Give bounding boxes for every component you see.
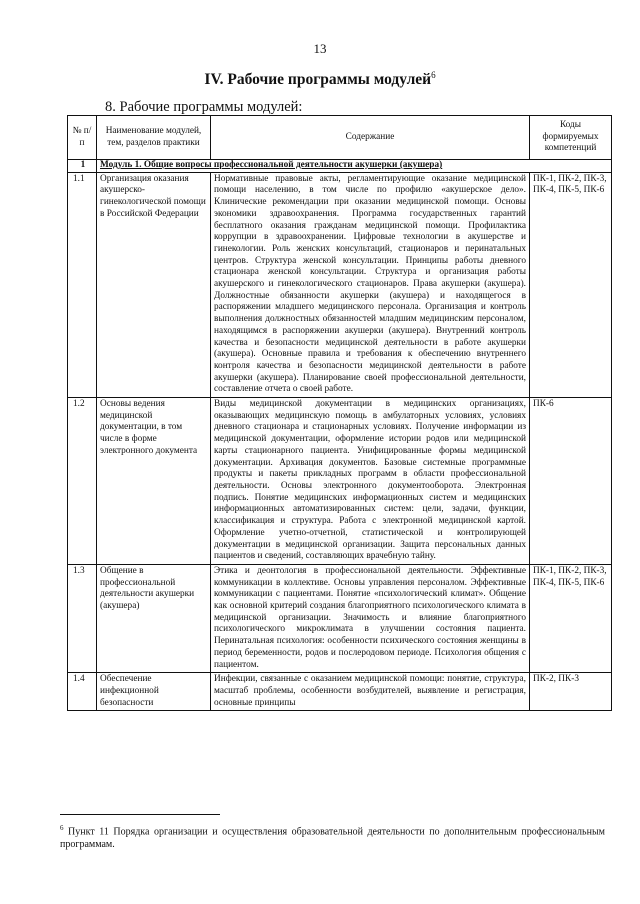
footnote-marker: 6 bbox=[60, 824, 64, 832]
row-codes: ПК-6 bbox=[530, 398, 612, 565]
module-num: 1 bbox=[68, 160, 97, 173]
row-codes: ПК-1, ПК-2, ПК-3, ПК-4, ПК-5, ПК-6 bbox=[530, 564, 612, 672]
modules-table bbox=[67, 115, 612, 711]
footnote-ref: 6 bbox=[431, 70, 436, 80]
header-name: Наименование модулей, тем, разделов практики bbox=[97, 116, 211, 160]
footnote bbox=[60, 822, 605, 851]
row-num: 1.4 bbox=[68, 673, 97, 711]
row-name: Обеспечение инфекционной безопасности bbox=[97, 673, 211, 711]
row-codes: ПК-2, ПК-3 bbox=[530, 673, 612, 711]
module-row bbox=[68, 160, 612, 173]
module-title: Модуль 1. Общие вопросы профессиональной деятельности акушерки (акушера) bbox=[97, 160, 612, 173]
row-content: Инфекции, связанные с оказанием медицинской помощи: понятие, структура, масштаб проблемы, особенности возбудителей, выявление и регистрация, основные принципы bbox=[211, 673, 530, 711]
row-content: Нормативные правовые акты, регламентирующие оказание медицинской помощи населению, в том числе по профилю «акушерское дело». Клинические рекомендации при оказании медицинской помощи. Основы экономики здравоохранения. Программа государственных гарантий бесплатного оказания гражданам медицинской помощи. Профилактика коррупции в здравоохранении. Цифровые технологии в акушерстве и гинекологии. Роль женских консультаций, стационаров и перинатальных центров. Структура женской консультации. Принципы работы дневного стационара женской консультации. Структура и организация работы акушерского и гинекологического стационаров. Права акушерки (акушера). Должностные обязанности акушерки (акушера) и находящегося в распоряжении младшего медицинского персонала. Организация и контроль выполнения должностных обязанностей младшим медицинским персоналом, находящимся в распоряжении акушерки (акушера). Внутренний контроль качества и безопасности медицинской деятельности в работе акушерки (акушера). Основные правила и требования к обеспечению внутреннего контроля качества и безопасности медицинской деятельности в работе акушерки (акушера). Планирование своей профессиональной деятельности, составление отчета о своей работе. bbox=[211, 172, 530, 397]
row-name: Основы ведения медицинской документации, в том числе в форме электронного документа bbox=[97, 398, 211, 565]
table-row bbox=[68, 564, 612, 672]
footnote-divider bbox=[60, 814, 220, 815]
row-content: Виды медицинской документации в медицинских организациях, оказывающих медицинскую помощь в амбулаторных условиях, условиях дневного стационара и стационарных условиях. Получение информации из медицинской документации, оформление истории родов или медицинской карты стационарного пациента. Унифицированные формы медицинской документации. Архивация документов. Базовые системные программные продукты и пакеты прикладных программ в области профессиональной деятельности. Основы электронного документооборота. Электронная подпись. Понятие медицинских информационных систем и медицинских информационных автоматизированных систем: цели, задачи, функции, классификация и структура. Работа с электронной медицинской картой. Оформление учетно-отчетной, статистической и контролирующей документации в медицинской организации. Защита персональных данных пациентов и сведений, составляющих врачебную тайну. bbox=[211, 398, 530, 565]
table-row bbox=[68, 398, 612, 565]
row-num: 1.2 bbox=[68, 398, 97, 565]
table-header-row bbox=[68, 116, 612, 160]
row-name: Общение в профессиональной деятельности акушерки (акушера) bbox=[97, 564, 211, 672]
page-number: 13 bbox=[313, 41, 327, 56]
subsection-heading: 8. Рабочие программы модулей: bbox=[105, 99, 303, 115]
row-codes: ПК-1, ПК-2, ПК-3, ПК-4, ПК-5, ПК-6 bbox=[530, 172, 612, 397]
header-codes: Коды формируемых компетенций bbox=[530, 116, 612, 160]
header-content: Содержание bbox=[211, 116, 530, 160]
header-num: № п/п bbox=[68, 116, 97, 160]
footnote-text: Пункт 11 Порядка организации и осуществления образовательной деятельности по дополнительным профессиональным программам. bbox=[60, 826, 605, 851]
row-num: 1.3 bbox=[68, 564, 97, 672]
row-content: Этика и деонтология в профессиональной деятельности. Эффективные коммуникации в коллективе. Основы управления персоналом. Эффективные коммуникации с пациентами. Понятие «психологический климат». Общение как основной критерий создания благоприятного психологического климата в медицинской организации. Значимость и влияние благоприятного психологического микроклимата в улучшении состояния пациента. Перинатальная психология: особенности психического состояния женщины в период беременности, родов и послеродовом периоде. Психология общения с пациентом. bbox=[211, 564, 530, 672]
row-name: Организация оказания акушерско-гинекологической помощи в Российской Федерации bbox=[97, 172, 211, 397]
table-row bbox=[68, 172, 612, 397]
row-num: 1.1 bbox=[68, 172, 97, 397]
table-row bbox=[68, 673, 612, 711]
section-heading bbox=[0, 70, 640, 89]
section-heading-text: IV. Рабочие программы модулей bbox=[204, 71, 432, 89]
